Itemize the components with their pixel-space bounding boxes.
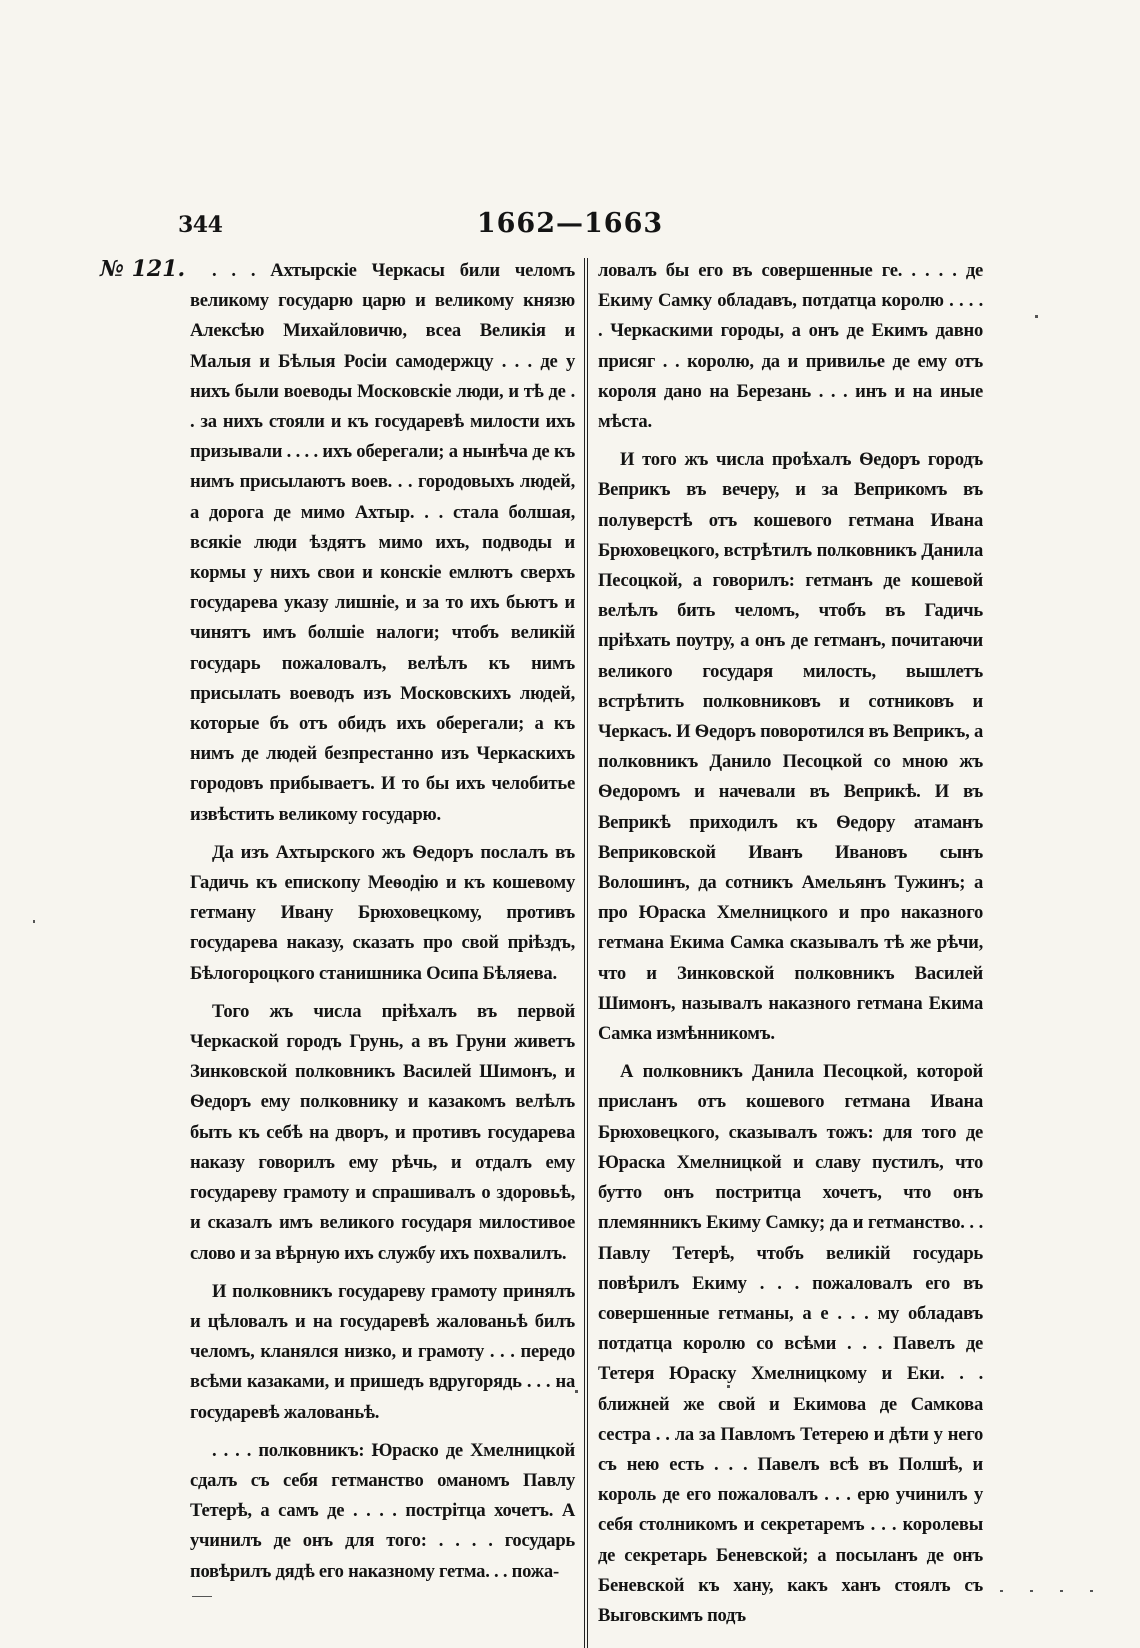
scan-speck bbox=[1090, 1590, 1093, 1592]
scan-speck bbox=[1060, 1590, 1063, 1592]
scan-line bbox=[192, 1596, 212, 1597]
scan-speck bbox=[1000, 1590, 1003, 1592]
scan-speck bbox=[1035, 315, 1038, 318]
paragraph: . . . Ахтырскіе Черкасы били челомъ великому государю царю и великому князю Алексѣю Михайловичю, всеа Великія и Малыя и Бѣлыя Росіи самодержцу . . . де у нихъ были воеводы Московскіе люди, и тѣ де . . за нихъ стояли и къ государевѣ милости ихъ призывали . . . . ихъ оберегали; а нынѣча де къ нимъ присылаютъ воев. . . городовыхъ людей, а дорога де мимо Ахтыр. . . стала болшая, всякіе люди ѣздятъ мимо ихъ, подводы и кормы у нихъ свои и конскіе емлютъ сверхъ государева указу лишніе, и за то ихъ бьютъ и чинятъ имъ болшіе налоги; чтобъ великій государь пожаловалъ, велѣлъ къ нимъ присылать воеводъ изъ Московскихъ людей, которые бъ отъ обидъ ихъ оберегали; а къ нимъ де людей безпрестанно изъ Черкаскихъ городовъ прибываетъ. И то бы ихъ челобитье извѣстить великому государю. bbox=[190, 260, 575, 825]
document-number: № 121. bbox=[100, 256, 186, 282]
right-column bbox=[598, 256, 983, 1639]
paragraph: . . . . полковникъ: Юраско де Хмелницкой сдалъ съ себя гетманство оманомъ Павлу Тетерѣ, а самъ де . . . . пострітца хочетъ. А учинилъ де онъ для того: . . . . государь повѣрилъ дядѣ его наказному гетма. . . пожа- bbox=[190, 1439, 575, 1582]
scan-speck bbox=[727, 1385, 730, 1388]
scan-speck bbox=[1030, 1590, 1033, 1592]
scan-speck bbox=[575, 1390, 578, 1393]
paragraph: Того жъ числа пріѣхалъ въ первой Черкаской городъ Грунь, а въ Груни живетъ Зинковской полковникъ Василей Шимонъ, и Ѳедоръ ему полковнику и казакомъ велѣлъ быть къ себѣ на дворъ, и противъ государева наказу говорилъ ему рѣчь, и отдалъ ему государеву грамоту и спрашивалъ о здоровьѣ, и сказалъ имъ великого государя милостивое слово и за вѣрную ихъ службу ихъ похвалилъ. bbox=[190, 1000, 575, 1264]
page-number: 344 bbox=[178, 212, 223, 238]
scan-speck bbox=[33, 920, 35, 923]
left-column bbox=[190, 256, 575, 1595]
paragraph: Да изъ Ахтырского жъ Ѳедоръ послалъ въ Гадичь къ епископу Меѳодію и къ кошевому гетману Ивану Брюховецкому, противъ государева наказу, сказать про свой пріѣздъ, Бѣлогороцкого станишника Осипа Бѣляева. bbox=[190, 841, 575, 984]
paragraph: И того жъ числа проѣхалъ Ѳедоръ городъ Веприкъ въ вечеру, и за Веприкомъ въ полуверстѣ отъ кошевого гетмана Ивана Брюховецкого, встрѣтилъ полковникъ Данила Песоцкой, а говорилъ: гетманъ де кошевой велѣлъ бить челомъ, чтобъ въ Гадичь пріѣхать поутру, а онъ де гетманъ, почитаючи великого государя милость, вышлетъ встрѣтить полковниковъ и сотниковъ и Черкасъ. И Ѳедоръ поворотился въ Веприкъ, а полковникъ Данило Песоцкой со мною жъ Ѳедоромъ и начевали въ Веприкѣ. И въ Веприкѣ приходилъ къ Ѳедору атаманъ Веприковской Иванъ Ивановъ сынъ Волошинъ, да сотникъ Амельянъ Тужинъ; а про Юраска Хмелницкого и про наказного гетмана Екима Самка сказывалъ тѣ же рѣчи, что и Зинковской полковникъ Василей Шимонъ, называлъ наказного гетмана Екима Самка измѣнникомъ. bbox=[598, 449, 983, 1045]
paragraph: ловалъ бы его въ совершенные ге. . . . . де Екиму Самку обладавъ, потдатца королю . . . . . Черкаскими городы, а онъ де Екимъ давно присяг . . королю, да и привилье де ему отъ короля дано на Березань . . . инъ и на иные мѣста. bbox=[598, 260, 983, 433]
paragraph: А полковникъ Данила Песоцкой, которой присланъ отъ кошевого гетмана Ивана Брюховецкого, сказывалъ тожъ: для того де Юраска Хмелницкой и славу пустилъ, что бутто онъ постритца хочетъ, что онъ племянникъ Екиму Самку; да и гетманство. . . Павлу Тетерѣ, чтобъ великій государь повѣрилъ Екиму . . . пожаловалъ его въ совершенные гетманы, а е . . . му обладавъ потдатца королю со всѣми . . . Павелъ де Тетеря Юраску Хмелницкому и Еки. . . ближней же свой и Екимова де Самкова сестра . . ла за Павломъ Тетерею и дѣти у него съ нею есть . . . Павелъ всѣ въ Полшѣ, и король де его пожаловалъ . . . ерю учинилъ у себя столникомъ и секретаремъ . . . королевы де секретарь Беневской; а посыланъ де онъ Беневской къ хану, какъ ханъ стоялъ съ Выговскимъ подъ bbox=[598, 1061, 983, 1626]
running-head-years: 1662—1663 bbox=[476, 208, 664, 239]
column-divider bbox=[584, 258, 588, 1648]
paragraph: И полковникъ государеву грамоту принялъ и цѣловалъ и на государевѣ жалованьѣ билъ челомъ, кланялся низко, и грамоту . . . передо всѣми казаками, и пришедъ вдругорядь . . . на государевѣ жалованьѣ. bbox=[190, 1280, 575, 1423]
